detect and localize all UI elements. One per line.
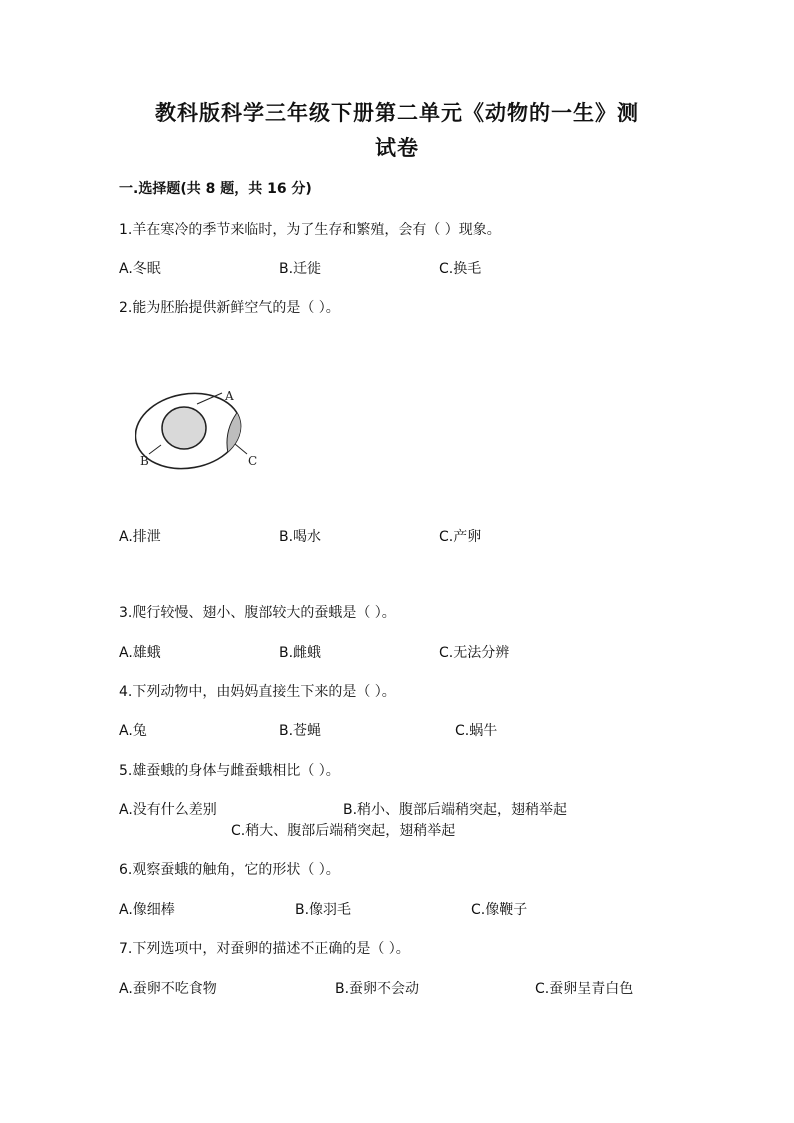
figure-label-b: B: [140, 454, 149, 468]
question-6-option-c: C.像鞭子: [471, 902, 528, 918]
question-2-option-b: B.喝水: [279, 529, 322, 545]
question-7-option-c: C.蚕卵呈青白色: [535, 981, 634, 997]
question-2-stem: 2.能为胚胎提供新鲜空气的是（ ）。: [119, 300, 340, 316]
question-2-option-c: C.产卵: [439, 529, 482, 545]
question-4-option-b: B.苍蝇: [279, 723, 322, 739]
question-1-option-c: C.换毛: [439, 261, 482, 277]
question-7-option-a: A.蚕卵不吃食物: [119, 981, 217, 997]
question-5-stem: 5.雄蚕蛾的身体与雌蚕蛾相比（ ）。: [119, 763, 340, 779]
question-1-option-a: A.冬眠: [119, 261, 161, 277]
question-4-option-a: A.兔: [119, 723, 147, 739]
question-5-option-c: C.稍大、腹部后端稍突起，翅稍举起: [231, 823, 456, 839]
question-5-option-b: B.稍小、腹部后端稍突起，翅稍举起: [343, 802, 568, 818]
figure-label-a: A: [225, 389, 234, 403]
question-3-option-c: C.无法分辨: [439, 645, 510, 661]
question-2-option-a: A.排泄: [119, 529, 161, 545]
question-6-stem: 6.观察蚕蛾的触角，它的形状（ ）。: [119, 862, 340, 878]
question-7-option-b: B.蚕卵不会动: [335, 981, 420, 997]
question-4-option-c: C.蜗牛: [455, 723, 498, 739]
page-title-line-2: 试卷: [375, 135, 419, 160]
question-5-option-a: A.没有什么差别: [119, 802, 217, 818]
question-7-stem: 7.下列选项中，对蚕卵的描述不正确的是（ ）。: [119, 941, 410, 957]
question-6-option-a: A.像细棒: [119, 902, 175, 918]
question-1-option-b: B.迁徙: [279, 261, 322, 277]
egg-structure-figure: [135, 382, 270, 472]
section-heading: 一.选择题(共 8 题，共 16 分): [119, 181, 312, 197]
question-3-stem: 3.爬行较慢、翅小、腹部较大的蚕蛾是（ ）。: [119, 605, 396, 621]
question-4-stem: 4.下列动物中，由妈妈直接生下来的是（ ）。: [119, 684, 396, 700]
question-6-option-b: B.像羽毛: [295, 902, 352, 918]
figure-label-c: C: [248, 454, 258, 468]
question-1-stem: 1.羊在寒冷的季节来临时，为了生存和繁殖，会有（ ）现象。: [119, 222, 501, 238]
egg-yolk: [162, 407, 206, 449]
page-title-line-1: 教科版科学三年级下册第二单元《动物的一生》测: [155, 100, 639, 125]
question-3-option-a: A.雄蛾: [119, 645, 161, 661]
question-3-option-b: B.雌蛾: [279, 645, 322, 661]
